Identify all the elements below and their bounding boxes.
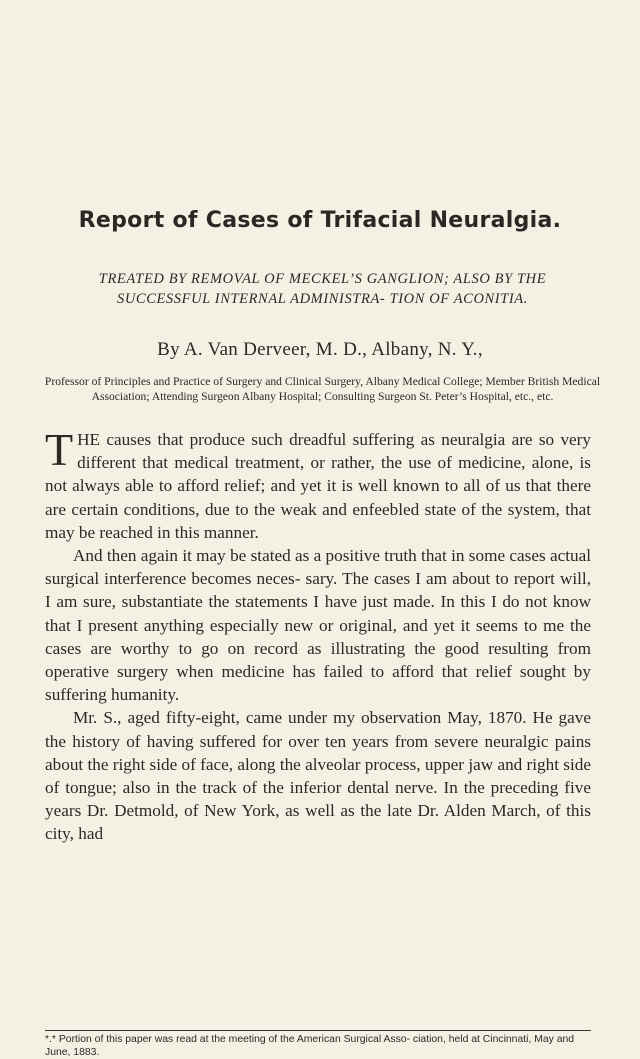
paragraph-1-text: HE causes that produce such dreadful suffering as neuralgia are so very different that medical treatment, or rather, the use of medicine, alone, is not always able to afford relief; and yet it is well known to all of us that there are certain conditions, due to the weak and enfeebled state of the system, that may be reached in this manner. xyxy=(45,430,591,542)
footnote: *.* Portion of this paper was read at the meeting of the American Surgical Asso- ciation, held at Cincinnati, May and June, 1883. xyxy=(45,1034,575,1058)
subtitle: TREATED BY REMOVAL OF MECKEL’S GANGLION; ALSO BY THE SUCCESSFUL INTERNAL ADMINISTRA- TION OF ACONITIA. xyxy=(98,271,547,307)
paragraph-3: Mr. S., aged fifty-eight, came under my observation May, 1870. He gave the history of having suffered for over ten years from severe neuralgic pains about the right side of face, along the alveolar process, upper jaw and right side of tongue; also in the track of the inferior dental nerve. In the preceding five years Dr. Detmold, of New York, as well as the late Dr. Alden March, of this city, had xyxy=(45,708,591,844)
body-text xyxy=(45,424,591,846)
drop-cap: T xyxy=(45,424,74,475)
footnote-divider xyxy=(45,1030,591,1031)
author-affiliation: Professor of Principles and Practice of Surgery and Clinical Surgery, Albany Medical College; Member British Medical Association; Attending Surgeon Albany Hospital; Consulting Surgeon St. Peter’s Hospital, etc., etc. xyxy=(44,375,601,403)
author-line: By A. Van Derveer, M. D., Albany, N. Y., xyxy=(157,339,483,360)
page-title: Report of Cases of Trifacial Neuralgia. xyxy=(78,208,562,233)
paragraph-2: And then again it may be stated as a positive truth that in some cases actual surgical interference becomes neces- sary. The cases I am about to report will, I am sure, substantiate the statements I have just made. In this I do not know that I present anything especially new or original, and yet it seems to me the cases are worthy to go on record as illustrating the good resulting from operative surgery when medicine has failed to afford that relief sought by suffering humanity. xyxy=(45,546,591,705)
paragraph-1 xyxy=(45,424,591,544)
